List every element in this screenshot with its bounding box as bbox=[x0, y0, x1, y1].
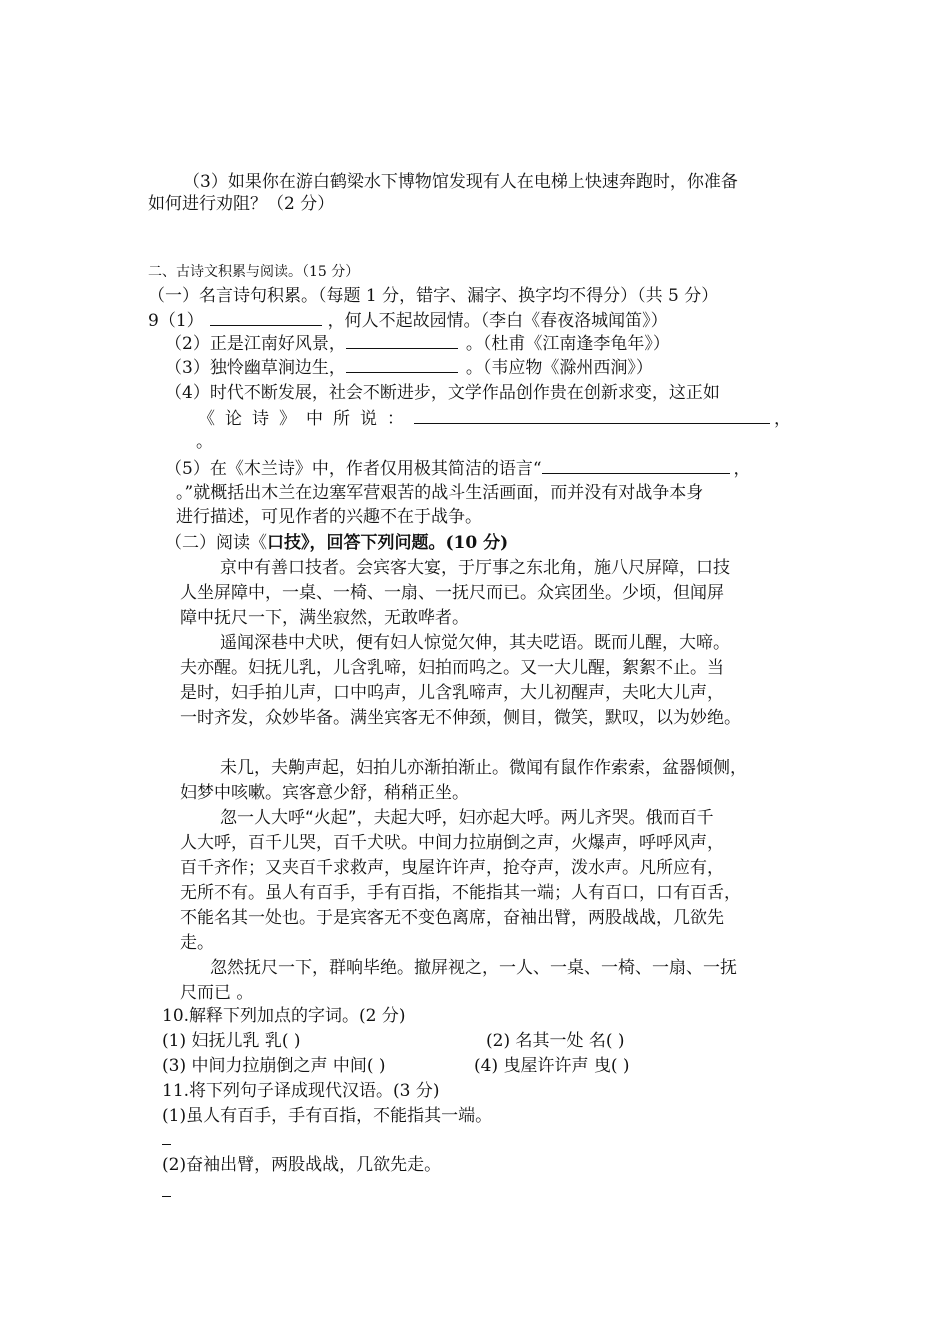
answer-line[interactable] bbox=[162, 1196, 171, 1197]
q9-item-4-prompt: 《论诗》中所说： bbox=[198, 409, 414, 429]
q9-item-4-line2 bbox=[198, 407, 791, 430]
answer-blank[interactable] bbox=[210, 309, 322, 326]
answer-blank[interactable] bbox=[542, 457, 730, 474]
passage-line: 走。 bbox=[180, 933, 214, 953]
passage-line: 无所不有。虽人有百手，手有百指，不能指其一端；人有百口，口有百舌， bbox=[180, 883, 741, 903]
passage-line: 是时，妇手拍儿声，口中呜声，儿含乳啼声，大儿初醒声，夫叱大儿声， bbox=[180, 683, 724, 703]
q9-item-1 bbox=[148, 309, 668, 332]
q10-title: 10.解释下列加点的字词。(2 分) bbox=[162, 1006, 406, 1026]
q9-item-3 bbox=[165, 356, 653, 379]
q9-item-4-line3: 。 bbox=[196, 432, 213, 452]
q9-item-5-line3: 进行描述，可见作者的兴趣不在于战争。 bbox=[176, 507, 482, 527]
q9-item-3-source: 。（韦应物《滁州西涧》） bbox=[465, 358, 653, 378]
q10-item-4[interactable]: (4) 曳屋许许声 曳( ) bbox=[474, 1056, 630, 1076]
passage-line: 人大呼，百千儿哭，百千犬吠。中间力拉崩倒之声，火爆声，呼呼风声， bbox=[180, 833, 724, 853]
question-3-line1: （3）如果你在游白鹤梁水下博物馆发现有人在电梯上快速奔跑时，你准备 bbox=[183, 172, 738, 192]
q9-item-4-line1: （4）时代不断发展，社会不断进步，文学作品创作贵在创新求变，这正如 bbox=[165, 383, 720, 403]
part-2-prefix: （二）阅读《 bbox=[165, 533, 267, 553]
q9-item-2 bbox=[165, 332, 670, 355]
part-2-suffix: 》，回答下列问题。(10 分) bbox=[301, 533, 509, 553]
passage-line: 忽然抚尺一下，群响毕绝。撤屏视之，一人、一桌、一椅、一扇、一抚 bbox=[210, 958, 737, 978]
q9-item-5-comma: ， bbox=[733, 459, 751, 479]
passage-line: 夫亦醒。妇抚儿乳，儿含乳啼，妇拍而呜之。又一大儿醒，絮絮不止。当 bbox=[180, 658, 724, 678]
passage-line: 人坐屏障中，一桌、一椅、一扇、一抚尺而已。众宾团坐。少顷，但闻屏 bbox=[180, 583, 724, 603]
q10-item-3[interactable]: (3) 中间力拉崩倒之声 中间( ) bbox=[162, 1056, 386, 1076]
question-3-line2: 如何进行劝阻？（2 分） bbox=[148, 194, 335, 214]
q9-item-1-text: ，何人不起故园情。（李白《春夜洛城闻笛》） bbox=[327, 311, 668, 331]
q10-item-1[interactable]: (1) 妇抚儿乳 乳( ) bbox=[162, 1031, 301, 1051]
answer-line[interactable] bbox=[162, 1144, 171, 1145]
q9-item-5-text: （5）在《木兰诗》中，作者仅用极其简洁的语言“ bbox=[165, 459, 542, 479]
q9-item-3-text: （3）独怜幽草涧边生， bbox=[165, 358, 346, 378]
q11-sentence-1: (1)虽人有百手，手有百指，不能指其一端。 bbox=[162, 1106, 493, 1126]
passage-line: 一时齐发，众妙毕备。满坐宾客无不伸颈，侧目，微笑，默叹，以为妙绝。 bbox=[180, 708, 741, 728]
q9-item-1-number: 9（1） bbox=[148, 311, 204, 331]
passage-line: 障中抚尺一下，满坐寂然，无敢哗者。 bbox=[180, 608, 469, 628]
part-2-heading bbox=[165, 532, 508, 554]
part-1-heading: （一）名言诗句积累。（每题 1 分，错字、漏字、换字均不得分）（共 5 分） bbox=[148, 286, 719, 306]
passage-line: 忽一人大呼“火起”，夫起大呼，妇亦起大呼。两儿齐哭。俄而百千 bbox=[220, 808, 714, 828]
passage-line: 遥闻深巷中犬吠，便有妇人惊觉欠伸，其夫呓语。既而儿醒，大啼。 bbox=[220, 633, 730, 653]
q9-item-5-line1 bbox=[165, 457, 751, 480]
answer-blank[interactable] bbox=[346, 356, 458, 373]
passage-line: 百千齐作；又夹百千求救声，曳屋许许声，抢夺声，泼水声。凡所应有， bbox=[180, 858, 724, 878]
q11-sentence-2: (2)奋袖出臂，两股战战，几欲先走。 bbox=[162, 1155, 442, 1175]
part-2-title: 口技 bbox=[267, 533, 301, 553]
passage-line: 未几，夫齁声起，妇拍儿亦渐拍渐止。微闻有鼠作作索索，盆器倾侧， bbox=[220, 758, 747, 778]
section-2-title: 二、古诗文积累与阅读。（15 分） bbox=[148, 264, 360, 280]
passage-line: 不能名其一处也。于是宾客无不变色离席，奋袖出臂，两股战战，几欲先 bbox=[180, 908, 724, 928]
passage-line: 京中有善口技者。会宾客大宴，于厅事之东北角，施八尺屏障，口技 bbox=[220, 558, 730, 578]
answer-blank[interactable] bbox=[346, 332, 458, 349]
passage-line: 妇梦中咳嗽。宾客意少舒，稍稍正坐。 bbox=[180, 783, 469, 803]
q10-item-2[interactable]: (2) 名其一处 名( ) bbox=[486, 1031, 625, 1051]
q9-item-2-text: （2）正是江南好风景， bbox=[165, 334, 346, 354]
answer-blank[interactable] bbox=[414, 407, 770, 424]
q9-item-5-line2: 。”就概括出木兰在边塞军营艰苦的战斗生活画面，而并没有对战争本身 bbox=[176, 483, 704, 503]
q9-item-4-comma: ， bbox=[774, 409, 791, 429]
q9-item-2-source: 。（杜甫《江南逢李龟年》） bbox=[465, 334, 670, 354]
passage-line: 尺而已 。 bbox=[180, 983, 254, 1003]
q11-title: 11.将下列句子译成现代汉语。(3 分) bbox=[162, 1081, 440, 1101]
